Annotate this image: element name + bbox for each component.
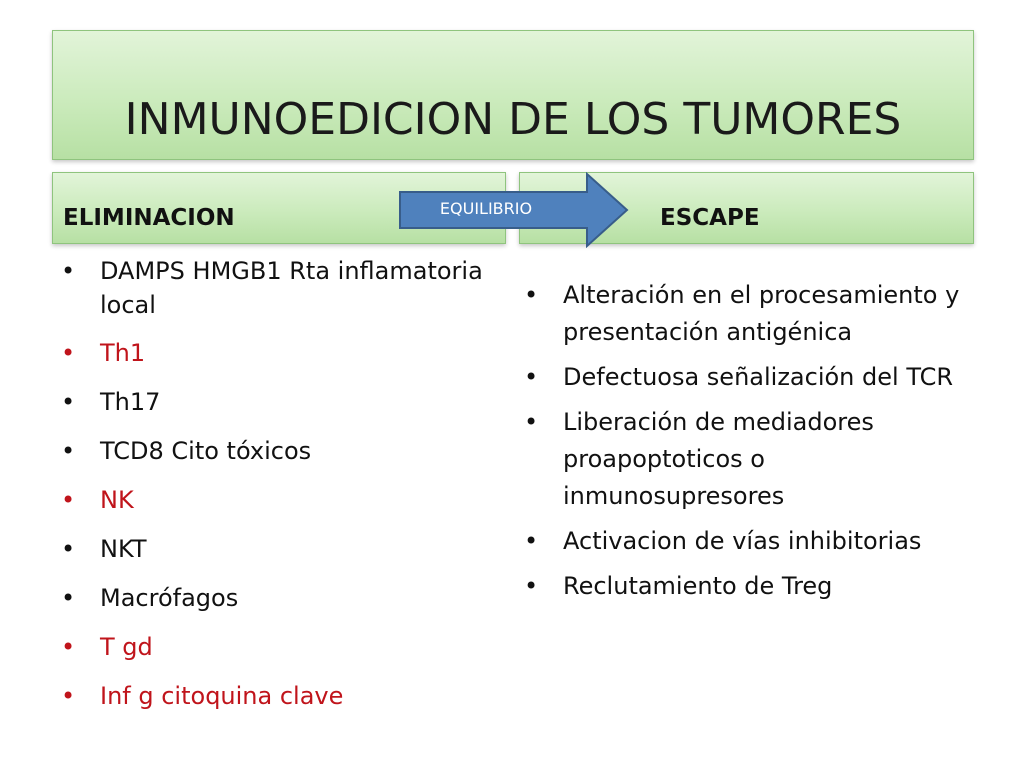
bullet-icon: •: [524, 572, 539, 600]
bullet-icon: •: [61, 388, 76, 416]
escape-heading: ESCAPE: [660, 205, 760, 231]
list-item: [61, 385, 500, 419]
bullet-icon: •: [61, 437, 76, 465]
list-item-text: Defectuosa señalización del TCR: [563, 363, 953, 391]
list-item-text: Macrófagos: [100, 584, 239, 612]
eliminacion-list: [61, 254, 500, 728]
list-item-text: Inf g citoquina clave: [100, 682, 344, 710]
bullet-icon: •: [524, 527, 539, 555]
bullet-icon: •: [61, 339, 76, 367]
bullet-icon: •: [61, 535, 76, 563]
list-item: [524, 523, 983, 560]
list-item: [61, 483, 500, 517]
bullet-icon: •: [61, 584, 76, 612]
list-item: [61, 630, 500, 664]
list-item-text: Alteración en el procesamiento y presentación antigénica: [563, 281, 960, 346]
list-item-text: Activacion de vías inhibitorias: [563, 527, 922, 555]
list-item-text: Liberación de mediadores proapoptoticos o inmunosupresores: [563, 408, 874, 510]
list-item-text: Reclutamiento de Treg: [563, 572, 833, 600]
eliminacion-heading: ELIMINACION: [63, 205, 235, 231]
slide-title: INMUNOEDICION DE LOS TUMORES: [124, 94, 902, 145]
list-item-text: TCD8 Cito tóxicos: [100, 437, 312, 465]
list-item-text: DAMPS HMGB1 Rta inflamatoria local: [100, 257, 483, 319]
bullet-icon: •: [524, 363, 539, 391]
equilibrio-label: EQUILIBRIO: [439, 199, 533, 218]
bullet-icon: •: [524, 281, 539, 309]
title-box: [52, 30, 974, 160]
bullet-icon: •: [61, 633, 76, 661]
list-item: [524, 568, 983, 605]
bullet-icon: •: [61, 486, 76, 514]
bullet-icon: •: [61, 682, 76, 710]
list-item: [61, 581, 500, 615]
list-item: [524, 277, 983, 351]
list-item: [524, 404, 983, 515]
list-item: [61, 254, 500, 322]
escape-list: [524, 277, 983, 613]
list-item-text: NKT: [100, 535, 147, 563]
bullet-icon: •: [61, 257, 76, 285]
list-item: [61, 434, 500, 468]
list-item: [524, 359, 983, 396]
bullet-icon: •: [524, 408, 539, 436]
list-item: [61, 532, 500, 566]
list-item-text: Th1: [100, 339, 146, 367]
list-item: [61, 336, 500, 370]
list-item-text: Th17: [100, 388, 161, 416]
list-item-text: NK: [100, 486, 134, 514]
list-item-text: T gd: [100, 633, 153, 661]
list-item: [61, 679, 500, 713]
